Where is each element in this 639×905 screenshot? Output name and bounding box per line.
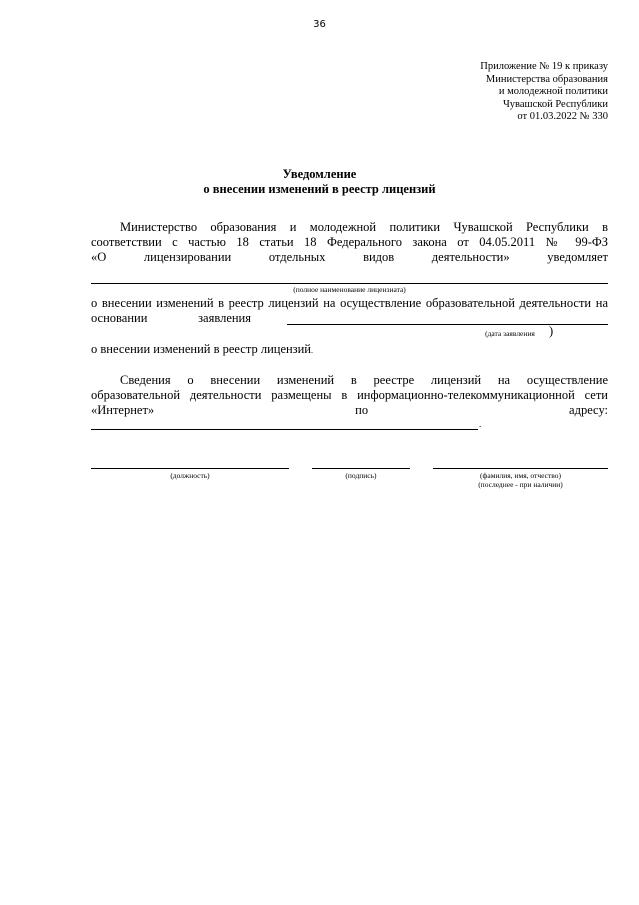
date-caption: (дата заявления — [485, 329, 535, 338]
full-name-caption-line-2: (последнее - при наличии) — [478, 480, 563, 489]
intro-line-1: Министерство образования и молодежной политики Чувашской Республики в — [120, 220, 608, 234]
full-name-caption-line-1: (фамилия, имя, отчество) — [480, 471, 561, 480]
date-caption-paren: ) — [549, 324, 554, 338]
licensee-name-line[interactable] — [91, 283, 608, 284]
change-line-2: основании заявления — [91, 311, 251, 325]
appendix-line: Чувашской Республики — [502, 98, 608, 110]
address-line[interactable] — [91, 429, 478, 430]
signature-line[interactable] — [312, 468, 410, 469]
info-line-3: «Интернет» по адресу: — [91, 403, 608, 417]
info-line-2: образовательной деятельности размещены в информационно-телекоммуникационной сети — [91, 388, 608, 402]
change-line-3 — [91, 342, 313, 358]
title-line-1: Уведомление — [282, 167, 357, 181]
position-caption: (должность) — [170, 471, 210, 480]
intro-line-2: соответствии с частью 18 статьи 18 Федерального закона от 04.05.2011 № 99-ФЗ — [91, 235, 608, 249]
full-name-line[interactable] — [433, 468, 608, 469]
change-line-1: о внесении изменений в реестр лицензий на осуществление образовательной деятельности на — [91, 296, 608, 310]
change-line-3-text: о внесении изменений в реестр лицензий — [91, 342, 312, 356]
address-dot: . — [479, 419, 482, 429]
intro-line-3: «О лицензировании отдельных видов деятельности» уведомляет — [91, 250, 608, 264]
full-name-caption — [433, 471, 608, 489]
page-number: 36 — [313, 19, 326, 30]
licensee-caption: (полное наименование лицензиата) — [293, 285, 406, 294]
appendix-line: и молодежной политики — [498, 86, 608, 97]
application-date-line[interactable] — [287, 324, 608, 325]
appendix-line: Приложение № 19 к приказу — [480, 61, 608, 72]
change-line-3-dot: . — [311, 346, 314, 355]
appendix-line: от 01.03.2022 № 330 — [517, 111, 608, 122]
position-line[interactable] — [91, 468, 289, 469]
document-title — [0, 167, 639, 196]
title-line-2: о внесении изменений в реестр лицензий — [203, 181, 436, 196]
appendix-line: Министерства образования — [485, 73, 608, 85]
info-line-1: Сведения о внесении изменений в реестре лицензий на осуществление — [120, 373, 608, 387]
signature-caption: (подпись) — [345, 471, 377, 480]
appendix-block — [480, 61, 608, 124]
